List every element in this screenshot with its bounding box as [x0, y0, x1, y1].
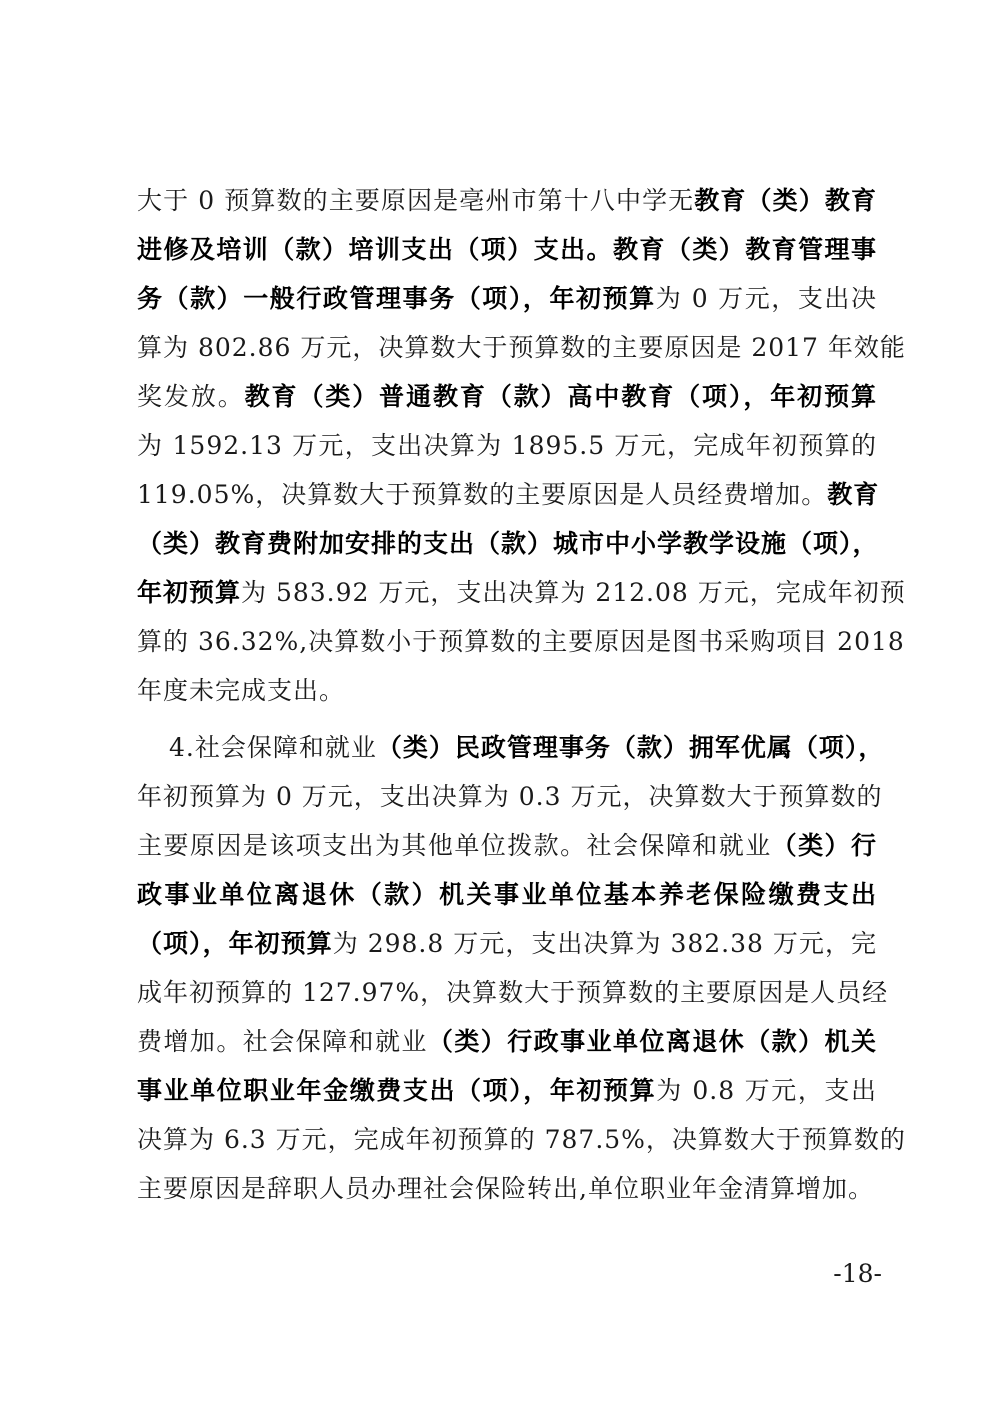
bold-text-segment: 务（款）一般行政管理事务（项），年初预算 [137, 284, 656, 313]
text-segment: 算为 802.86 万元，决算数大于预算数的主要原因是 2017 年效能 [137, 333, 906, 362]
bold-text-segment: 教育（类）普通教育（款）高中教育（项），年初预算 [244, 382, 877, 411]
page-number: -18- [833, 1259, 882, 1288]
text-line [137, 830, 877, 862]
text-line [137, 1124, 906, 1156]
bold-text-segment: 教育 [827, 480, 880, 509]
text-line [137, 977, 889, 1009]
bold-text-segment: （项），年初预算 [137, 929, 333, 958]
text-segment: 为 0 万元，支出决 [655, 284, 877, 313]
bold-text-segment: 教育（类）教育 [694, 186, 877, 215]
text-line [137, 928, 877, 960]
text-line [137, 675, 877, 707]
text-segment: 119.05%，决算数大于预算数的主要原因是人员经费增加。 [137, 480, 828, 509]
text-segment: 决算为 6.3 万元，完成年初预算的 787.5%，决算数大于预算数的 [137, 1125, 906, 1154]
text-line [137, 332, 906, 364]
text-segment: 为 583.92 万元，支出决算为 212.08 万元，完成年初预 [241, 578, 906, 607]
text-segment: 主要原因是该项支出为其他单位拨款。社会保障和就业 [137, 831, 772, 860]
text-segment: 为 0.8 万元，支出 [656, 1076, 877, 1105]
text-line [137, 381, 877, 413]
bold-text-segment: （类）行政事业单位离退休（款）机关 [427, 1027, 877, 1056]
text-line [137, 283, 877, 315]
text-segment: 大于 0 预算数的主要原因是亳州市第十八中学无 [137, 186, 695, 215]
text-line [137, 479, 880, 511]
text-line [137, 626, 905, 658]
text-line [169, 732, 885, 764]
text-line [137, 1173, 877, 1205]
text-segment: 4.社会保障和就业 [169, 733, 377, 762]
text-line [137, 577, 906, 609]
text-segment: 奖发放。 [137, 382, 245, 411]
text-line [137, 185, 877, 217]
text-line [137, 1026, 877, 1058]
bold-text-segment: 年初预算 [137, 578, 242, 607]
bold-text-segment: 进修及培训（款）培训支出（项）支出。教育（类）教育管理事 [137, 235, 877, 264]
text-line [137, 879, 877, 911]
text-segment: 年度未完成支出。 [137, 676, 346, 705]
text-segment: 费增加。社会保障和就业 [137, 1027, 428, 1056]
text-line [137, 430, 877, 462]
text-segment: 为 1592.13 万元，支出决算为 1895.5 万元，完成年初预算的 [137, 431, 877, 460]
text-segment: 主要原因是辞职人员办理社会保险转出,单位职业年金清算增加。 [137, 1174, 874, 1203]
text-segment: 为 298.8 万元，支出决算为 382.38 万元，完 [332, 929, 877, 958]
text-line [137, 1075, 877, 1107]
bold-text-segment: 事业单位职业年金缴费支出（项），年初预算 [137, 1076, 657, 1105]
text-line [137, 234, 877, 266]
text-segment: 算的 36.32%,决算数小于预算数的主要原因是图书采购项目 2018 [137, 627, 905, 656]
text-segment: 成年初预算的 127.97%，决算数大于预算数的主要原因是人员经 [137, 978, 889, 1007]
text-line [137, 528, 877, 560]
text-segment: 年初预算为 0 万元，支出决算为 0.3 万元，决算数大于预算数的 [137, 782, 883, 811]
bold-text-segment: （类）民政管理事务（款）拥军优属（项）， [376, 733, 885, 762]
bold-text-segment: （类）行 [771, 831, 877, 860]
bold-text-segment: 政事业单位离退休（款）机关事业单位基本养老保险缴费支出 [137, 880, 877, 909]
bold-text-segment: （类）教育费附加安排的支出（款）城市中小学教学设施（项）， [137, 529, 879, 558]
text-line [137, 781, 883, 813]
